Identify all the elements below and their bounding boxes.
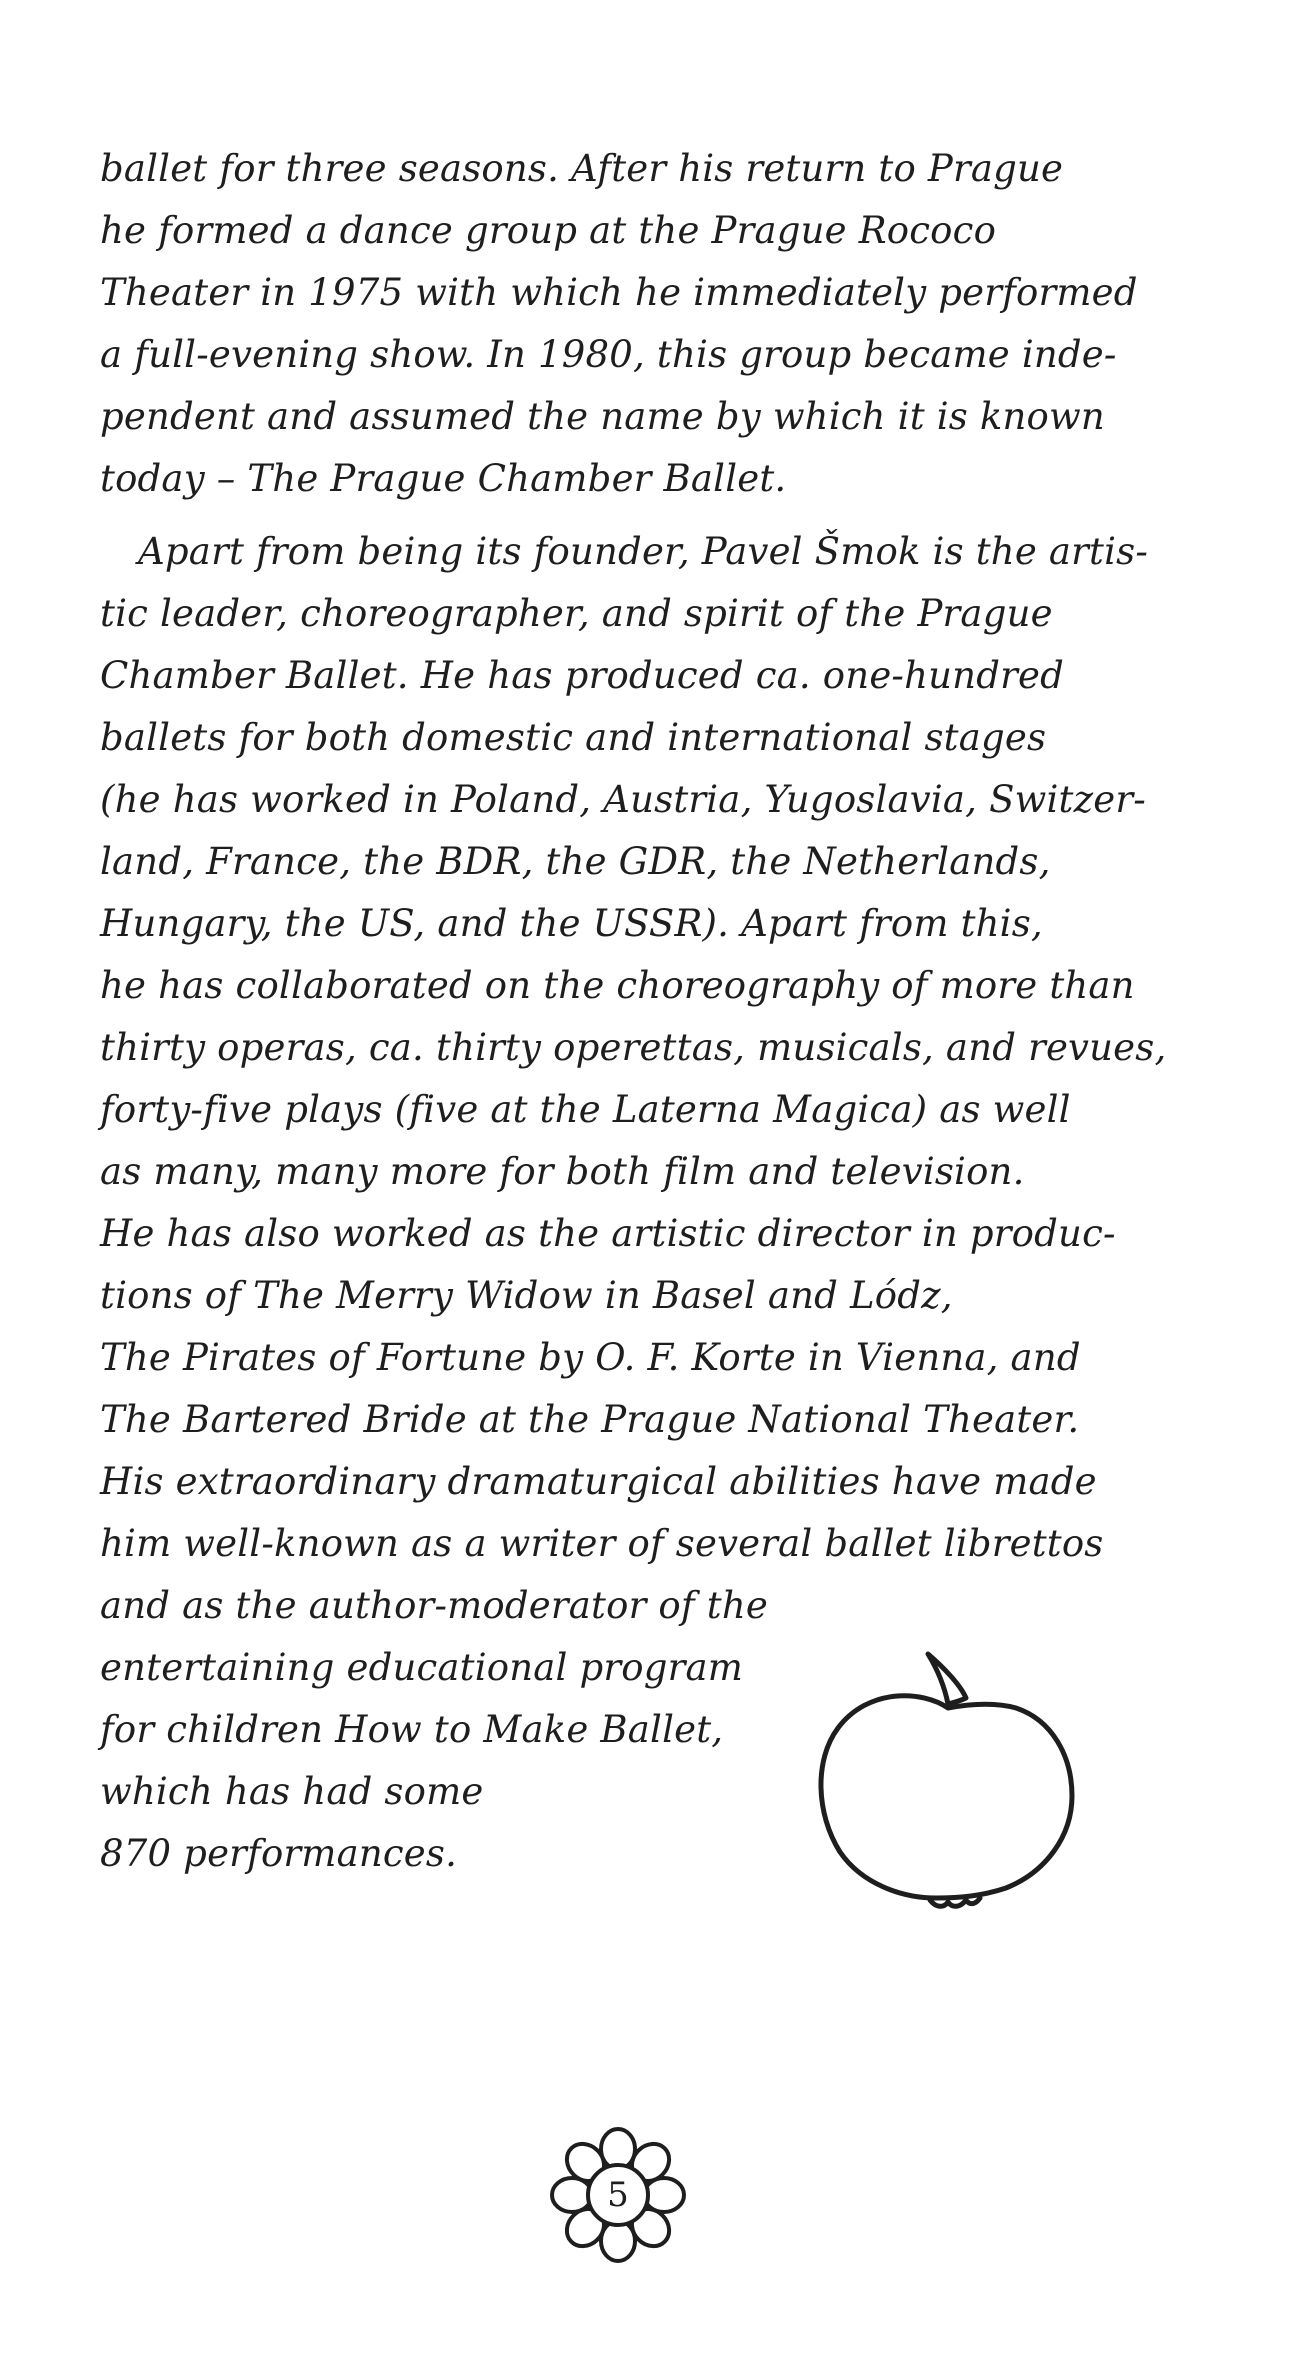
text-line: Apart from being its founder, Pavel Šmok is the artis- (138, 530, 1149, 573)
text-line: The Bartered Bride at the Prague National Theater. (100, 1398, 1080, 1441)
text-line: a full-evening show. In 1980, this group became inde- (100, 333, 1117, 376)
text-line: him well-known as a writer of several ballet librettos (100, 1522, 1104, 1565)
text-line: and as the author-moderator of the (100, 1584, 768, 1627)
text-line: he formed a dance group at the Prague Rococo (100, 209, 997, 252)
page-number: 5 (607, 2175, 629, 2215)
text-line: tic leader, choreographer, and spirit of the Prague (100, 592, 1053, 635)
text-line: forty-five plays (five at the Laterna Magica) as well (100, 1088, 1071, 1131)
text-line: Theater in 1975 with which he immediately performed (100, 271, 1138, 314)
text-line: Hungary, the US, and the USSR). Apart from this, (100, 902, 1043, 945)
text-line: 870 performances. (100, 1832, 458, 1875)
text-line: His extraordinary dramaturgical abilities have made (100, 1460, 1097, 1503)
text-line: land, France, the BDR, the GDR, the Netherlands, (100, 840, 1051, 883)
text-line: Chamber Ballet. He has produced ca. one-hundred (100, 654, 1064, 697)
text-line: entertaining educational program (100, 1646, 744, 1689)
text-line: he has collaborated on the choreography of more than (100, 964, 1135, 1007)
text-line: He has also worked as the artistic director in produc- (100, 1212, 1116, 1255)
paragraph-1 (100, 138, 1250, 510)
text-line: today – The Prague Chamber Ballet. (100, 457, 787, 500)
text-line: The Pirates of Fortune by O. F. Korte in Vienna, and (100, 1336, 1081, 1379)
text-line: for children How to Make Ballet, (100, 1708, 724, 1751)
text-line: pendent and assumed the name by which it is known (100, 395, 1105, 438)
text-line: which has had some (100, 1770, 484, 1813)
text-line: thirty operas, ca. thirty operettas, musicals, and revues, (100, 1026, 1167, 1069)
text-line: ballets for both domestic and international stages (100, 716, 1047, 759)
text-line: ballet for three seasons. After his return to Prague (100, 147, 1064, 190)
text-line: tions of The Merry Widow in Basel and Lódz, (100, 1274, 953, 1317)
text-line: (he has worked in Poland, Austria, Yugoslavia, Switzer- (100, 778, 1146, 821)
apple-drawing-icon (810, 1632, 1110, 1932)
text-line: as many, many more for both film and television. (100, 1150, 1025, 1193)
